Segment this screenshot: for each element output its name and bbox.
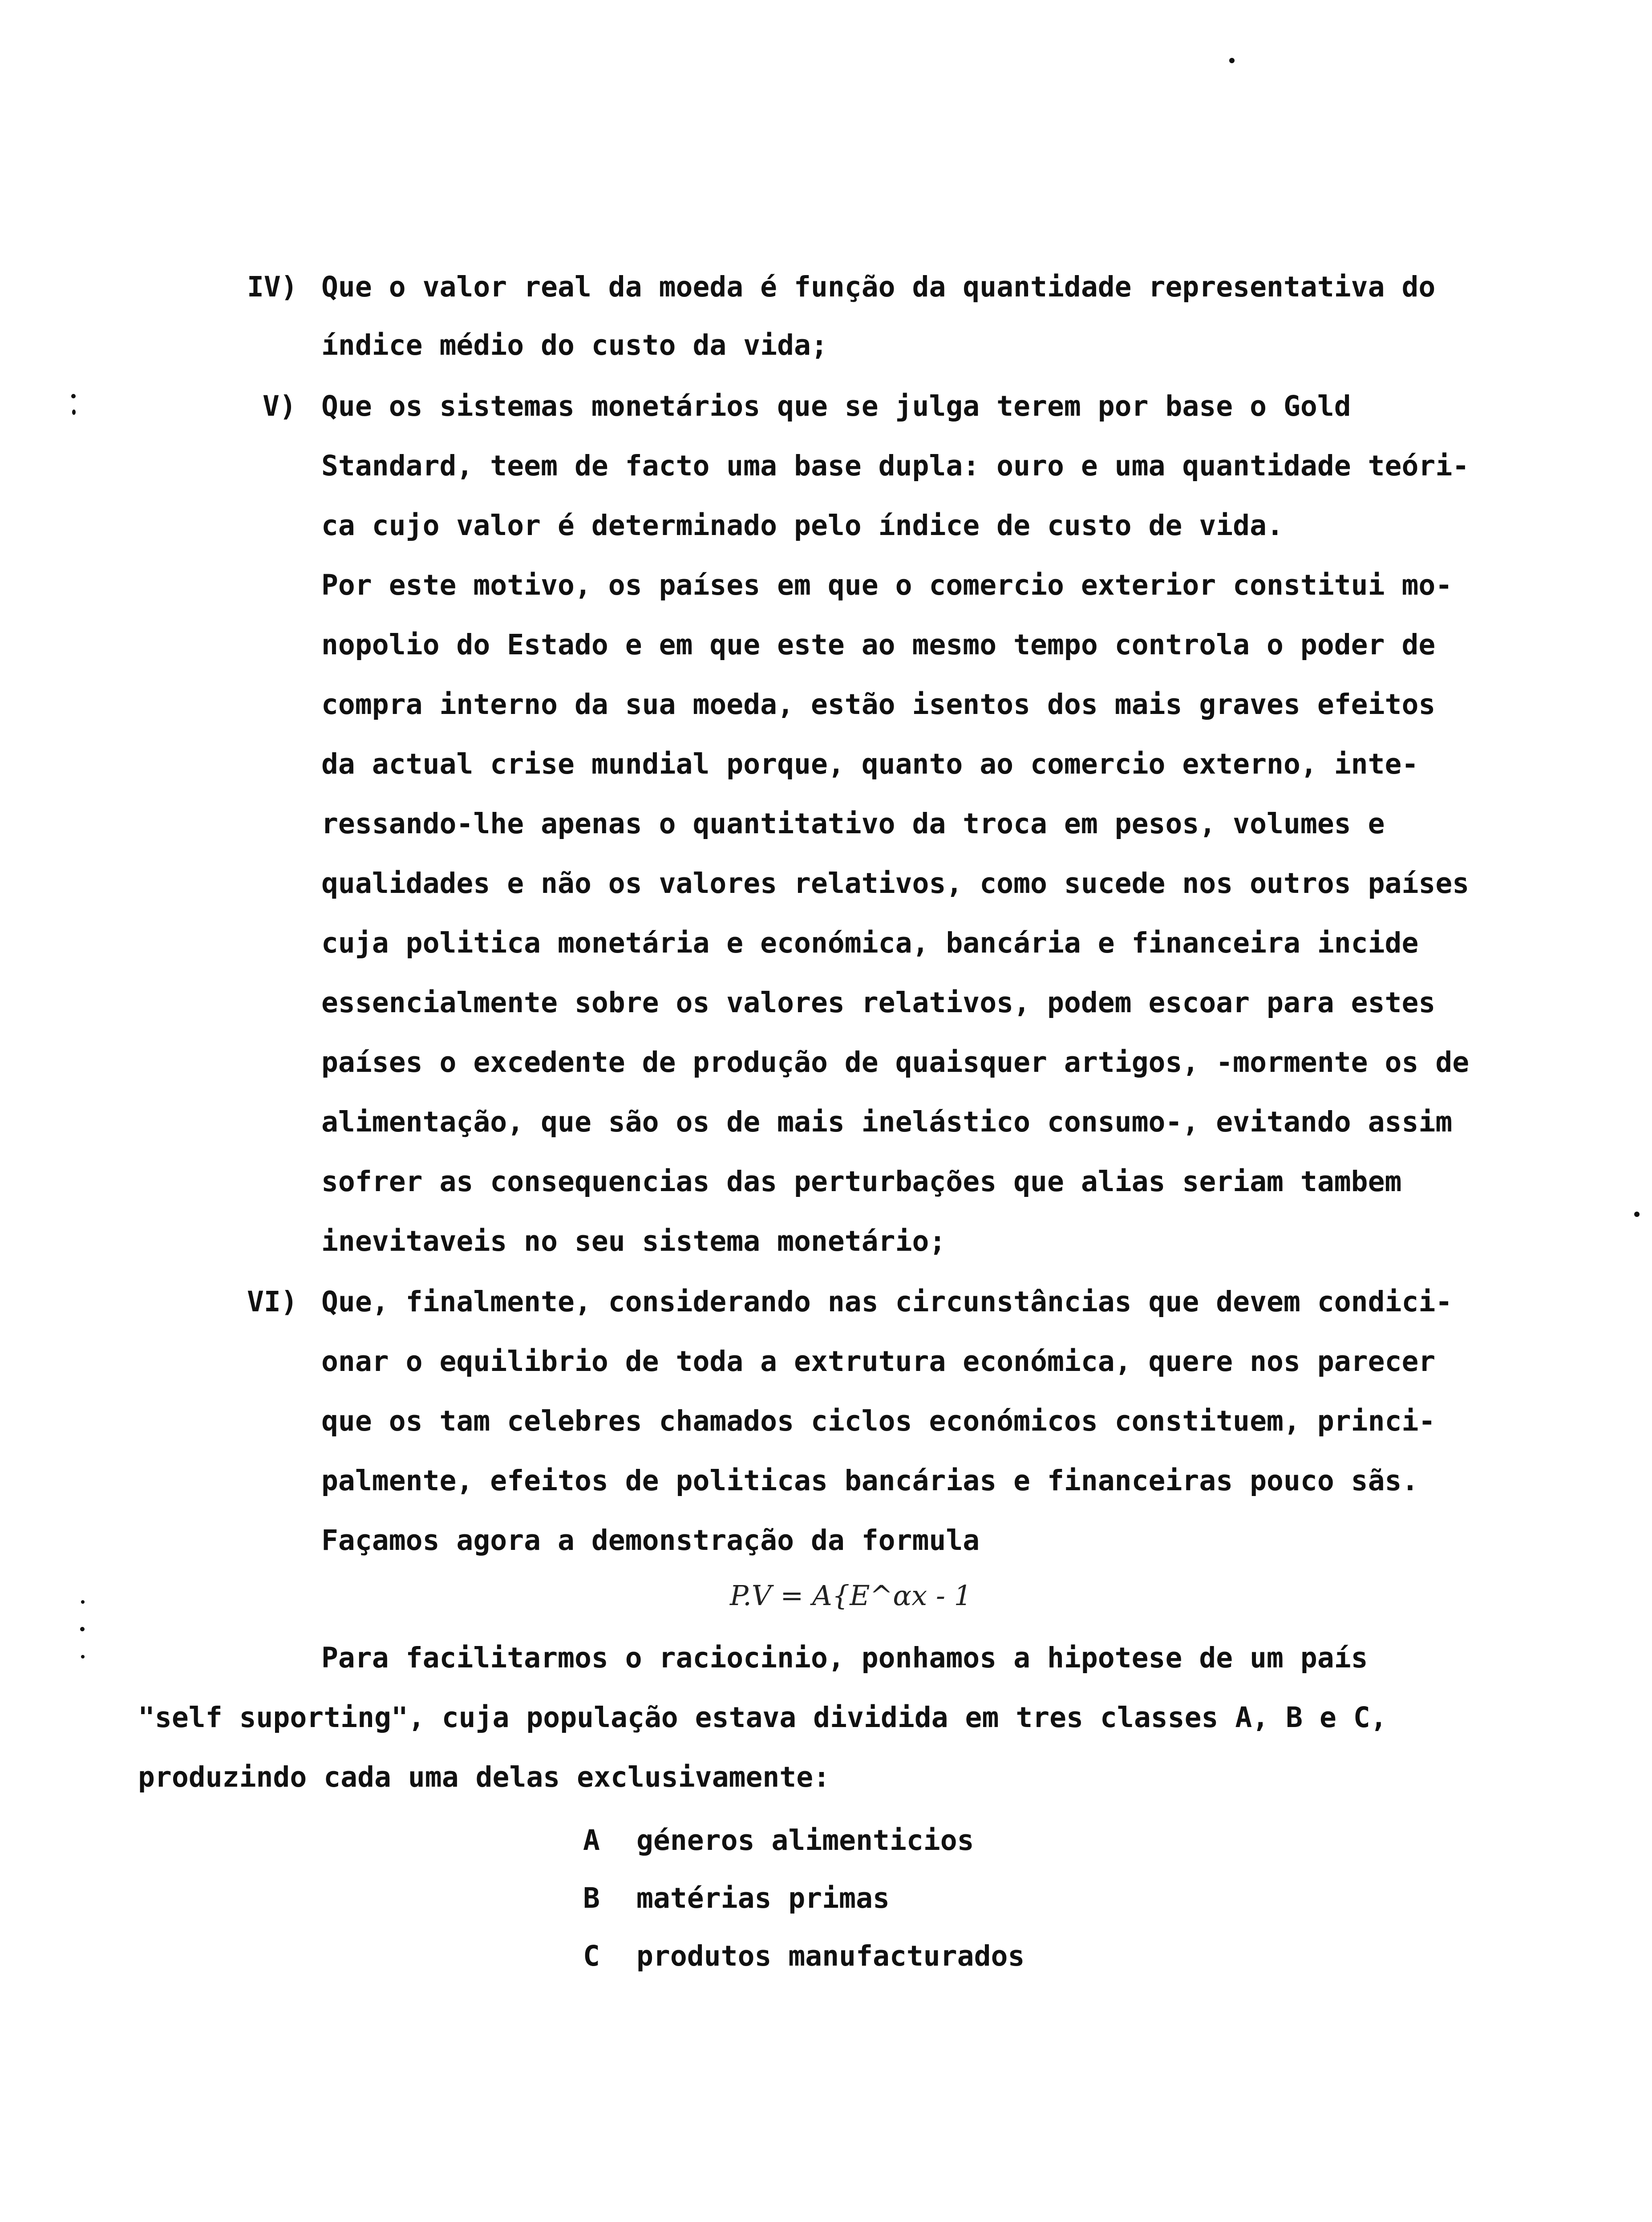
item-marker-v: V) [263,390,296,422]
paragraph-line-3: produzindo cada uma delas exclusivamente: [138,1761,830,1793]
item-v-line-7: da actual crise mundial porque, quanto ao comercio externo, inte- [321,748,1419,780]
item-iv-line-1: Que o valor real da moeda é função da quantidade representativa do [321,271,1436,303]
class-letter-b: B [583,1882,600,1914]
scan-speck [80,1627,85,1631]
handwritten-formula: P.V = A{E^αx - 1 [730,1579,972,1612]
class-text-c: produtos manufacturados [636,1940,1025,1972]
scan-speck [81,1600,85,1604]
item-v-line-4: Por este motivo, os países em que o comercio exterior constitui mo- [321,569,1453,601]
scan-speck [72,410,76,415]
item-v-line-2: Standard, teem de facto uma base dupla: ouro e uma quantidade teóri- [321,450,1470,482]
item-v-line-11: essencialmente sobre os valores relativos, podem escoar para estes [321,986,1436,1019]
scan-speck [1229,58,1235,63]
item-marker-iv: IV) [247,271,298,303]
class-text-a: géneros alimenticios [636,1824,974,1857]
item-v-line-9: qualidades e não os valores relativos, como sucede nos outros países [321,867,1470,900]
scan-speck [81,1655,85,1658]
paragraph-line-2: "self suporting", cuja população estava dividida em tres classes A, B e C, [138,1701,1387,1734]
item-v-line-8: ressando-lhe apenas o quantitativo da troca em pesos, volumes e [321,807,1385,840]
class-letter-c: C [583,1940,600,1972]
item-vi-line-1: Que, finalmente, considerando nas circunstâncias que devem condici- [321,1285,1453,1318]
item-vi-line-3: que os tam celebres chamados ciclos económicos constituem, princi- [321,1405,1436,1437]
item-vi-line-5: Façamos agora a demonstração da formula [321,1524,980,1557]
scan-speck [1634,1212,1640,1217]
scan-speck [71,394,76,398]
item-v-line-1: Que os sistemas monetários que se julga terem por base o Gold [321,390,1351,422]
paragraph-line-1: Para facilitarmos o raciocinio, ponhamos a hipotese de um país [321,1642,1368,1674]
item-v-line-10: cuja politica monetária e económica, bancária e financeira incide [321,927,1419,959]
item-vi-line-4: palmente, efeitos de politicas bancárias e financeiras pouco sãs. [321,1464,1419,1497]
class-letter-a: A [583,1824,600,1857]
item-vi-line-2: onar o equilibrio de toda a extrutura económica, quere nos parecer [321,1345,1436,1378]
item-v-line-12: países o excedente de produção de quaisquer artigos, -mormente os de [321,1046,1470,1079]
item-v-line-6: compra interno da sua moeda, estão isentos dos mais graves efeitos [321,688,1436,721]
item-v-line-14: sofrer as consequencias das perturbações que alias seriam tambem [321,1165,1402,1198]
class-text-b: matérias primas [636,1882,890,1914]
item-v-line-15: inevitaveis no seu sistema monetário; [321,1225,946,1257]
item-marker-vi: VI) [247,1285,298,1318]
item-v-line-5: nopolio do Estado e em que este ao mesmo tempo controla o poder de [321,628,1436,661]
item-v-line-13: alimentação, que são os de mais inelástico consumo-, evitando assim [321,1106,1453,1138]
item-iv-line-2: índice médio do custo da vida; [321,329,828,361]
item-v-line-3: ca cujo valor é determinado pelo índice de custo de vida. [321,509,1284,542]
